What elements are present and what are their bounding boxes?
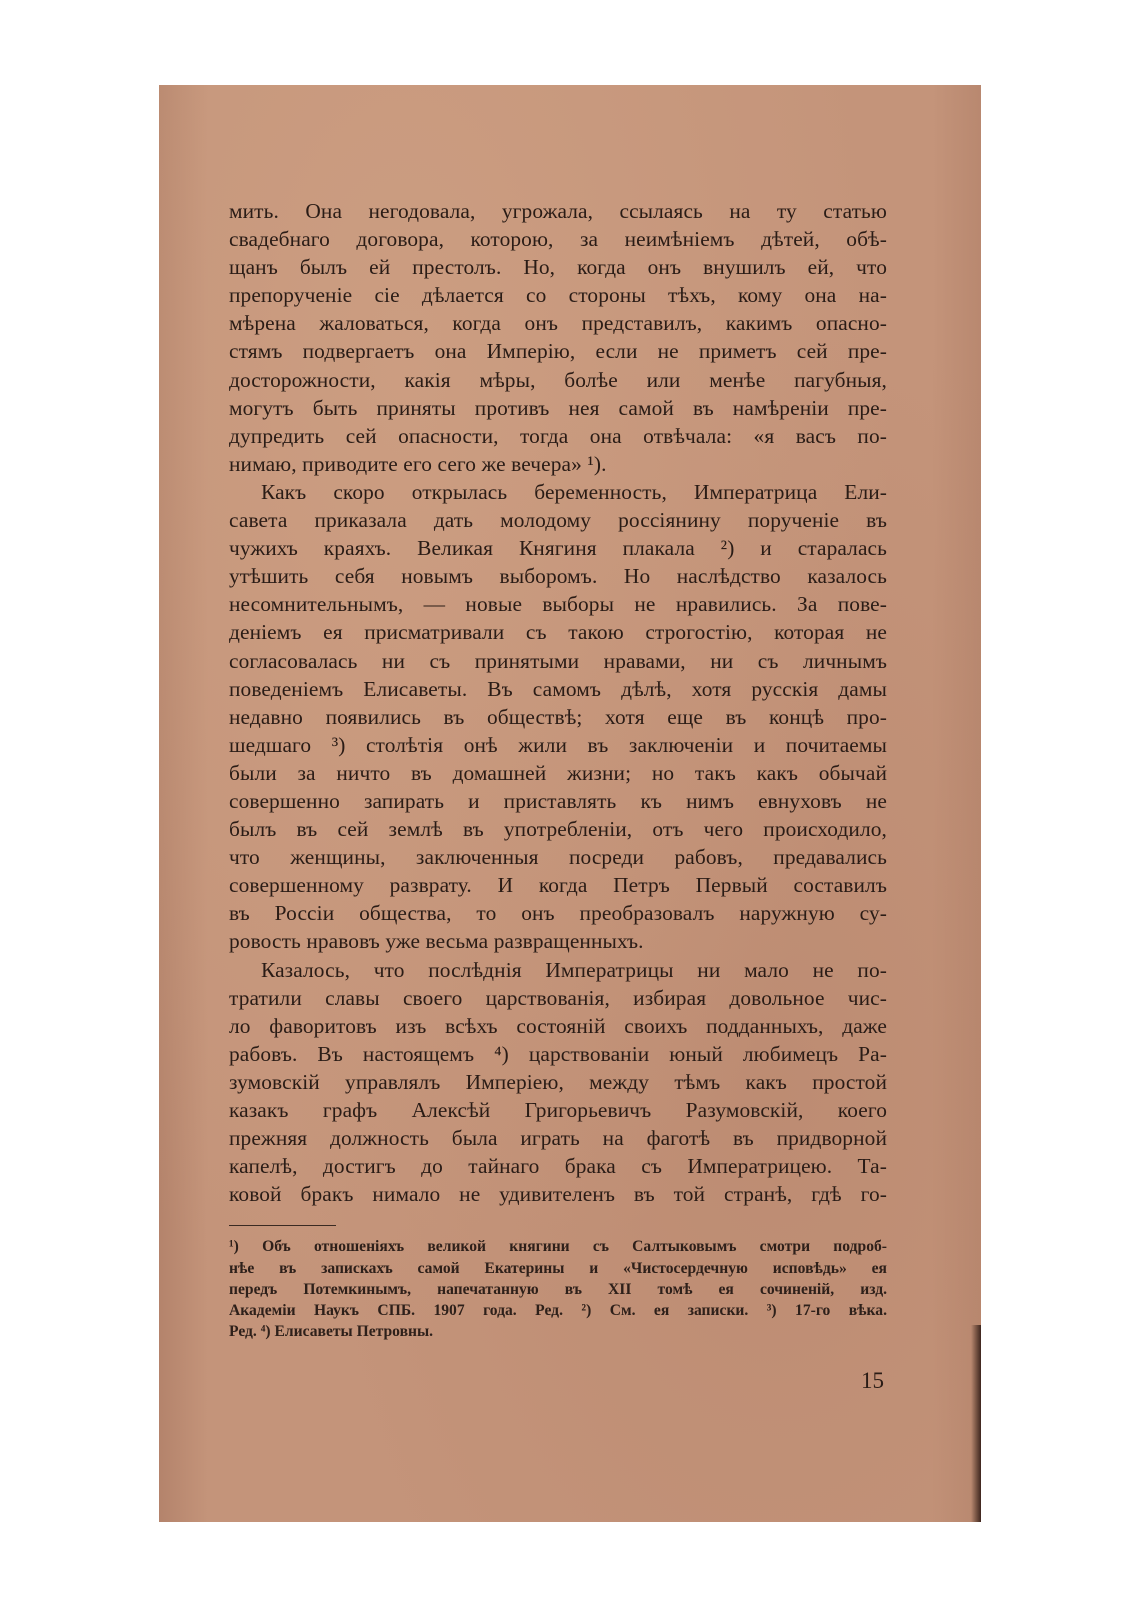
text-line: мить. Она негодовала, угрожала, ссылаясь на ту статью [229,199,887,223]
text-line: были за ничто въ домашней жизни; но такъ какъ обычай [229,760,887,785]
text-line: утѣшить себя новымъ выборомъ. Но наслѣдство казалось [229,564,887,589]
text-line: согласовалась ни съ принятыми нравами, ни съ личнымъ [229,648,887,673]
text-line: совершенному разврату. И когда Петръ Первый составилъ [229,873,887,898]
footnote-line: нѣе въ запискахъ самой Екатерины и «Чистосердечную исповѣдь» ея [229,1259,887,1277]
text-line: что женщины, заключенныя посреди рабовъ, предавались [229,845,887,870]
text-line: ровость нравовъ уже весьма развращенныхъ. [229,929,644,954]
text-line: шедшаго ³) столѣтія онѣ жили въ заключеніи и почитаемы [229,732,887,757]
text-line: капелѣ, достигъ до тайнаго брака съ Императрицею. Та- [229,1154,887,1179]
footnotes [229,1236,887,1342]
footnote-line: передъ Потемкинымъ, напечатанную въ XII томѣ ея сочиненій, изд. [229,1280,887,1298]
text-line: чужихъ краяхъ. Великая Княгиня плакала ²) и старалась [229,536,887,561]
paragraph-3 [229,956,887,1209]
text-line: въ Россіи общества, то онъ преобразовалъ наружную су- [229,901,887,926]
text-line: препорученіе сіе дѣлается со стороны тѣхъ, кому она на- [229,283,887,308]
text-line: зумовскій управлялъ Имперіею, между тѣмъ какъ простой [229,1069,887,1094]
text-line: деніемъ ея присматривали съ такою строгостію, которая не [229,620,887,645]
text-line: дупредить сей опасности, тогда она отвѣчала: «я васъ по- [229,423,887,448]
text-line: свадебнаго договора, которою, за неимѣніемъ дѣтей, обѣ- [229,227,887,252]
text-line: могутъ быть приняты противъ нея самой въ намѣреніи пре- [229,395,887,420]
text-line: былъ въ сей землѣ въ употребленіи, отъ чего происходило, [229,817,887,842]
text-line: щанъ былъ ей престолъ. Но, когда онъ внушилъ ей, что [229,255,887,280]
text-line: казакъ графъ Алексѣй Григорьевичъ Разумовскій, коего [229,1098,887,1122]
text-line: Какъ скоро открылась беременность, Императрица Ели- [261,479,887,504]
page-number: 15 [861,1368,884,1393]
text-line: рабовъ. Въ настоящемъ ⁴) царствованіи юный любимецъ Ра- [229,1041,887,1066]
text-line: нимаю, приводите его сего же вечера» ¹). [229,451,607,476]
body-text [229,197,887,1342]
text-line: несомнительнымъ, — новые выборы не нравились. За пове- [229,592,887,617]
text-line: прежняя должность была играть на фаготѣ въ придворной [229,1126,887,1151]
scanned-page [159,85,981,1522]
paragraph-1 [229,197,887,478]
footnote-line: Ред. ⁴) Елисаветы Петровны. [229,1323,434,1341]
text-line: поведеніемъ Елисаветы. Въ самомъ дѣлѣ, хотя русскія дамы [229,676,887,701]
text-line: мѣрена жаловаться, когда онъ представилъ, какимъ опасно- [229,311,887,336]
page-edge-shadow [971,1325,981,1522]
text-line: ло фаворитовъ изъ всѣхъ состояній своихъ подданныхъ, даже [229,1013,887,1038]
text-line: совершенно запирать и приставлять къ нимъ евнуховъ не [229,788,887,813]
text-line: недавно появились въ обществѣ; хотя еще въ концѣ про- [229,704,887,729]
paragraph-2 [229,478,887,956]
text-line: досторожности, какія мѣры, болѣе или менѣе пагубныя, [229,367,887,392]
text-line: савета приказала дать молодому россіянину порученіе въ [229,508,887,533]
text-line: стямъ подвергаетъ она Имперію, если не приметъ сей пре- [229,339,887,364]
footnote-line: Академіи Наукъ СПБ. 1907 года. Ред. ²) См. ея записки. ³) 17-го вѣка. [229,1301,887,1319]
footnote-line: ¹) Объ отношеніяхъ великой княгини съ Салтыковымъ смотри подроб- [229,1238,887,1256]
text-line: Казалось, что послѣднія Императрицы ни мало не по- [261,957,887,982]
footnote-divider [229,1225,336,1226]
text-line: ковой бракъ нимало не удивителенъ въ той странѣ, гдѣ го- [229,1182,887,1207]
text-line: тратили славы своего царствованія, избирая довольное чис- [229,985,887,1010]
